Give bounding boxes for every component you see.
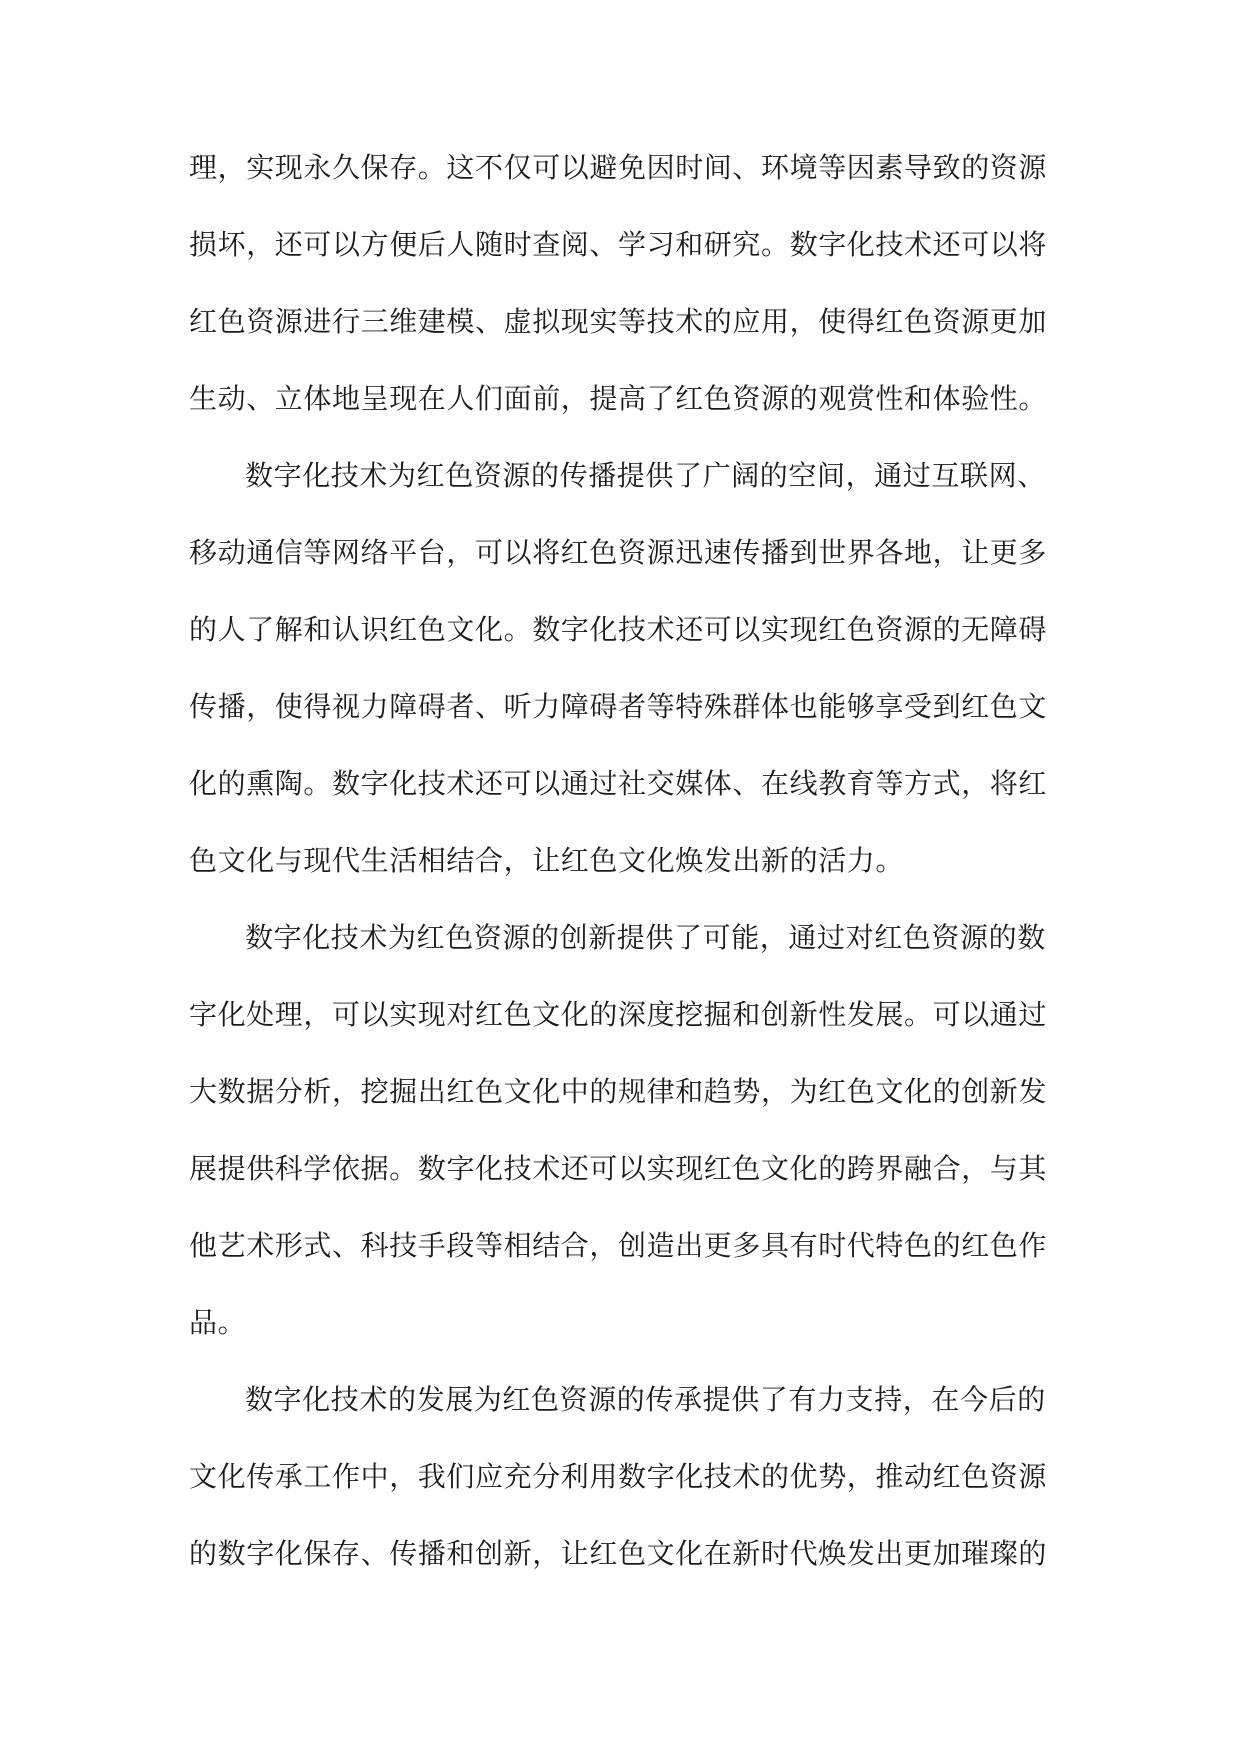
text-line: 字化处理，可以实现对红色文化的深度挖掘和创新性发展。可以通过 <box>189 998 1048 1031</box>
paragraph-first-line: 数字化技术的发展为红色资源的传承提供了有力支持，在今后的 <box>245 1383 1046 1416</box>
text-line: 的数字化保存、传播和创新，让红色文化在新时代焕发出更加璀璨的 <box>189 1537 1048 1570</box>
text-line: 大数据分析，挖掘出红色文化中的规律和趋势，为红色文化的创新发 <box>189 1075 1048 1108</box>
text-line: 化的熏陶。数字化技术还可以通过社交媒体、在线教育等方式，将红 <box>189 767 1048 800</box>
text-line: 他艺术形式、科技手段等相结合，创造出更多具有时代特色的红色作 <box>189 1229 1048 1262</box>
text-line: 红色资源进行三维建模、虚拟现实等技术的应用，使得红色资源更加 <box>189 305 1048 338</box>
text-line: 传播，使得视力障碍者、听力障碍者等特殊群体也能够享受到红色文 <box>189 690 1048 723</box>
text-line: 移动通信等网络平台，可以将红色资源迅速传播到世界各地，让更多 <box>189 536 1048 569</box>
text-line: 展提供科学依据。数字化技术还可以实现红色文化的跨界融合，与其 <box>189 1152 1048 1185</box>
paragraph-first-line: 数字化技术为红色资源的传播提供了广阔的空间，通过互联网、 <box>245 459 1046 492</box>
text-line: 损坏，还可以方便后人随时查阅、学习和研究。数字化技术还可以将 <box>189 228 1048 261</box>
text-line: 的人了解和认识红色文化。数字化技术还可以实现红色资源的无障碍 <box>189 613 1048 646</box>
text-line: 色文化与现代生活相结合，让红色文化焕发出新的活力。 <box>189 844 905 877</box>
text-line: 文化传承工作中，我们应充分利用数字化技术的优势，推动红色资源 <box>189 1460 1048 1493</box>
text-line: 理，实现永久保存。这不仅可以避免因时间、环境等因素导致的资源 <box>189 151 1048 184</box>
text-line: 生动、立体地呈现在人们面前，提高了红色资源的观赏性和体验性。 <box>189 382 1048 415</box>
text-line: 品。 <box>189 1306 247 1339</box>
paragraph-first-line: 数字化技术为红色资源的创新提供了可能，通过对红色资源的数 <box>245 921 1046 954</box>
